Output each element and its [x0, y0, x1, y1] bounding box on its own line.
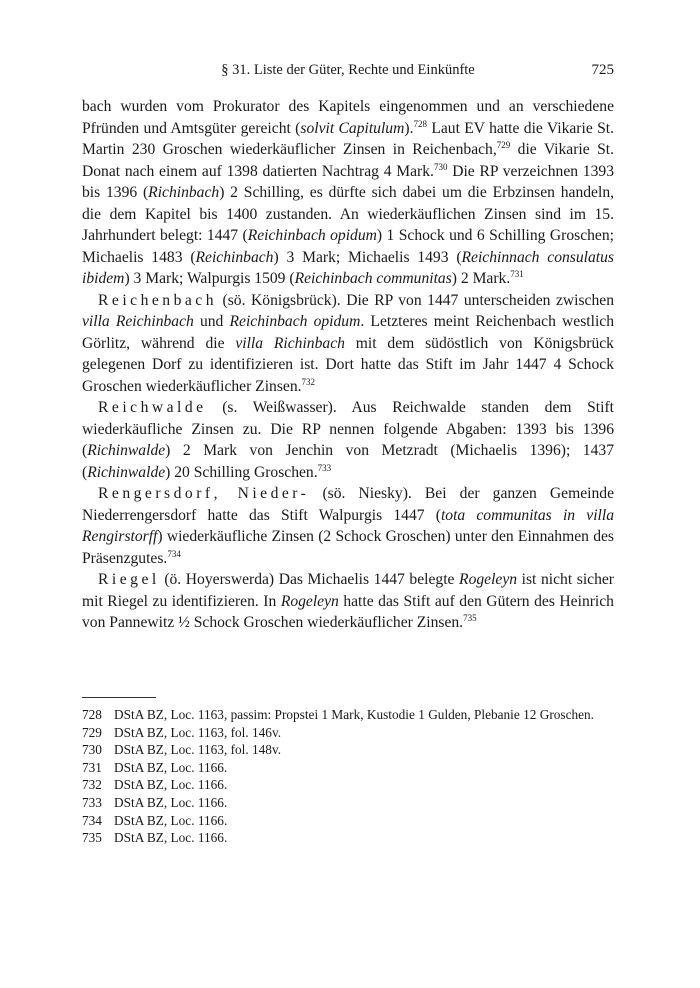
italic-term: Rogeleyn	[280, 592, 339, 610]
footnote-number: 735	[82, 830, 102, 846]
paragraph	[82, 96, 614, 290]
footnote	[82, 741, 614, 759]
footnote-text: DStA BZ, Loc. 1166.	[114, 830, 228, 846]
footnote-ref: 733	[317, 462, 332, 473]
text-run: ) 2 Mark von Jenchin von Metzradt (Michaelis 1396); 1437 (	[82, 442, 614, 481]
text-run: ist nicht sicher mit Riegel zu identifizieren. In	[82, 571, 614, 610]
text-run: hatte das Stift auf den Gütern des Heinrich von Pannewitz ½ Schock Groschen wiederkäuflicher Zinsen.	[82, 592, 614, 631]
italic-term: villa Reichinbach	[82, 313, 194, 330]
italic-term: villa Richinbach	[235, 334, 345, 352]
text-run: ) wiederkäufliche Zinsen (2 Schock Groschen) unter den Einnahmen des Präsenzgutes.	[82, 528, 614, 567]
italic-term: Rogeleyn	[459, 571, 518, 588]
footnote-text: DStA BZ, Loc. 1166.	[114, 794, 228, 810]
text-run: ) 2 Mark.	[451, 270, 511, 287]
footnote-ref: 734	[167, 548, 181, 559]
footnote-text: DStA BZ, Loc. 1163, fol. 148v.	[114, 742, 282, 758]
footnote-number: 732	[82, 777, 102, 793]
text-run: ).	[404, 119, 414, 137]
footnote	[82, 829, 614, 847]
running-title: § 31. Liste der Güter, Rechte und Einkünfte	[221, 62, 475, 78]
text-run: ) 1 Schock und 6 Schilling Groschen; Michaelis 1483 (	[82, 227, 614, 266]
footnote-number: 729	[82, 724, 102, 740]
text-run: bach wurden vom Prokurator des Kapitels eingenommen und an verschiedene Pfründen und Amtsgüter gereicht (	[82, 98, 614, 137]
italic-term: Reichinnach consulatus ibidem	[82, 248, 614, 287]
italic-term: Reichinbach	[195, 248, 274, 266]
italic-term: Richinbach	[148, 184, 220, 201]
footnote-number: 728	[82, 707, 102, 722]
italic-term: Reichinbach opidum	[247, 227, 377, 244]
text-run: und	[193, 313, 230, 330]
italic-term: Reichinbach opidum	[229, 313, 361, 330]
footnote	[82, 759, 614, 777]
text-run: Laut EV hatte die Vikarie St. Martin 230 Groschen wiederkäuflicher Zinsen in Reichenbach,	[82, 119, 614, 158]
text-run: ) 3 Mark; Walpurgis 1509 (	[124, 270, 295, 287]
footnote-ref: 729	[496, 139, 511, 150]
paragraph	[82, 290, 614, 398]
footnote-text: DStA BZ, Loc. 1163, fol. 146v.	[114, 724, 282, 740]
text-run: mit dem südöstlich von Königsbrück gelegenen Dorf zu identifizieren ist. Dort hatte das Stift im Jahr 1447 4 Schock Groschen wiederkäuflicher Zinsen.	[82, 334, 614, 395]
footnote-number: 730	[82, 742, 102, 758]
footnote-ref: 732	[301, 376, 316, 387]
place-name: Reichwalde	[98, 399, 207, 416]
text-run: (sö. Königsbrück). Die RP von 1447 unterscheiden zwischen	[217, 291, 614, 309]
text-run: die Vikarie St. Donat nach einem auf 1398 datierten Nachtrag 4 Mark.	[82, 141, 614, 180]
italic-term: Reichinbach communitas	[294, 270, 452, 287]
paragraph	[82, 569, 614, 634]
paragraph	[82, 483, 614, 569]
footnote-ref: 730	[433, 161, 448, 172]
footnote-ref: 731	[510, 268, 524, 279]
footnotes	[82, 706, 614, 847]
italic-term: tota communitas in villa Rengirstorff	[82, 506, 614, 545]
footnote-divider	[82, 697, 156, 698]
place-name: Reichenbach	[98, 291, 218, 309]
footnote	[82, 794, 614, 812]
footnote	[82, 776, 614, 794]
text-run: ) 20 Schilling Groschen.	[165, 463, 318, 481]
paragraph	[82, 397, 614, 483]
footnote-number: 733	[82, 794, 102, 810]
page-number: 725	[591, 62, 614, 78]
footnote-number: 731	[82, 759, 102, 775]
footnote-ref: 735	[463, 612, 477, 623]
place-name: Rengersdorf, Nieder-	[98, 485, 310, 502]
text-run: (s. Weißwasser). Aus Reichwalde standen dem Stift wiederkäufliche Zinsen zu. Die RP nennen folgende Abgaben: 1393 bis 1396 (	[82, 399, 614, 459]
footnote-text: DStA BZ, Loc. 1166.	[114, 777, 228, 793]
footnote-text: DStA BZ, Loc. 1166.	[114, 759, 228, 775]
italic-term: Richinwalde	[87, 442, 166, 459]
footnote-text: DStA BZ, Loc. 1163, passim: Propstei 1 Mark, Kustodie 1 Gulden, Plebanie 12 Groschen.	[114, 707, 594, 722]
footnote-number: 734	[82, 812, 102, 828]
page-header	[82, 62, 614, 82]
body-text	[82, 96, 614, 634]
place-name: Riegel	[98, 571, 160, 588]
italic-term: Richinwalde	[87, 463, 166, 481]
text-run: . Letzteres meint Reichenbach westlich Görlitz, während die	[82, 313, 615, 352]
footnote-text: DStA BZ, Loc. 1166.	[114, 812, 228, 828]
footnote	[82, 724, 614, 742]
footnote-ref: 728	[413, 118, 427, 129]
italic-term: solvit Capitulum	[300, 119, 405, 137]
text-run: Die RP verzeichnen 1393 bis 1396 (	[82, 162, 614, 201]
text-run: ) 2 Schilling, es dürfte sich dabei um die Erbzinsen handeln, die dem Kapitel bis 1400 zustanden. An wiederkäuflichen Zinsen sind im 15. Jahrhundert belegt: 1447 (	[82, 184, 615, 244]
text-run: ) 3 Mark; Michaelis 1493 (	[273, 248, 462, 266]
text-run: (sö. Niesky). Bei der ganzen Gemeinde Niederrengersdorf hatte das Stift Walpurgis 1447 (	[82, 485, 614, 524]
footnote	[82, 706, 614, 724]
text-run: (ö. Hoyerswerda) Das Michaelis 1447 belegte	[159, 571, 460, 588]
footnote	[82, 812, 614, 830]
